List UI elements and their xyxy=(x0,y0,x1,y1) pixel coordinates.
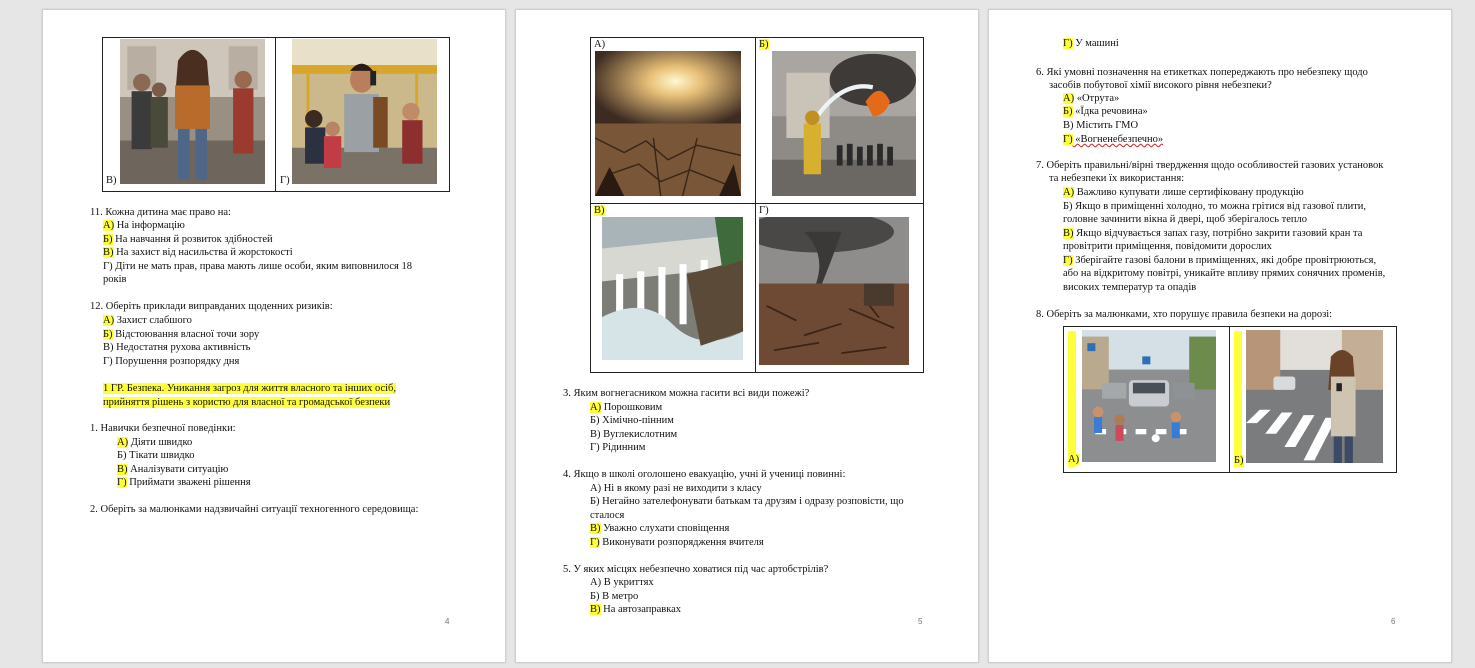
question-7-title-line1: 7. Оберіть правильні/вірні твердження щодо особливостей газових установок xyxy=(1036,160,1384,171)
page-number: 5 xyxy=(918,617,923,626)
question-7-option-g-line2: або на відкритому повітрі, уникайте впливу прямих сонячних променів, xyxy=(1063,268,1386,279)
question-7-option-b-line1: Б) Якщо в приміщенні холодно, то можна грітися від газової плити, xyxy=(1063,201,1367,212)
image-drought xyxy=(595,51,741,196)
question-11-option-a: А) На інформацію xyxy=(103,220,185,231)
question-3-option-v: В) Вуглекислотним xyxy=(590,429,678,440)
question-4-title: 4. Якщо в школі оголошено евакуацію, учні й учениці повинні: xyxy=(563,469,846,480)
image-label-b: Б) xyxy=(1234,455,1244,466)
image-label-g: Г) xyxy=(759,205,769,216)
section-heading-line2: прийняття рішень з користю для власної та громадської безпеки xyxy=(103,397,391,408)
image-fire-firefighter xyxy=(772,51,916,196)
image-label-v: В) xyxy=(594,205,605,216)
question-7-option-g-line3: високих температур та опадів xyxy=(1063,282,1197,293)
image-label-g: Г) xyxy=(280,175,290,186)
question-5-title: 5. У яких місцях небезпечно ховатися під час артобстрілів? xyxy=(563,564,829,575)
image-table xyxy=(102,37,450,192)
image-label-v: В) xyxy=(106,175,117,186)
question-6-title-line1: 6. Які умовні позначення на етикетках попереджають про небезпеку щодо xyxy=(1036,67,1368,78)
question-4-option-b-line2: сталося xyxy=(590,510,625,521)
question-11-option-g-line1: Г) Діти не мать прав, права мають лише особи, яким виповнилося 18 xyxy=(103,261,412,272)
page-number: 6 xyxy=(1391,617,1396,626)
section-heading-line1: 1 ГР. Безпека. Уникання загроз для життя власного та інших осіб, xyxy=(103,383,397,394)
image-dam-flood xyxy=(602,217,743,360)
document-page-6 xyxy=(988,9,1452,663)
question-7-option-g-line1: Г) Зберігайте газові балони в приміщеннях, які добре провітрюються, xyxy=(1063,255,1377,266)
image-kids-on-road xyxy=(1082,330,1216,462)
question-1-option-v: В) Аналізувати ситуацію xyxy=(117,464,229,475)
image-tornado xyxy=(759,217,909,365)
question-1-title: 1. Навички безпечної поведінки: xyxy=(90,423,236,434)
question-11-option-b: Б) На навчання й розвиток здібностей xyxy=(103,234,273,245)
question-4-option-a: А) Ні в якому разі не виходити з класу xyxy=(590,483,762,494)
question-7-title-line2: та небезпеки їх використання: xyxy=(1049,173,1185,184)
question-5-option-v: В) На автозаправках xyxy=(590,604,682,615)
question-5-option-b: Б) В метро xyxy=(590,591,639,602)
image-argument-street xyxy=(120,39,265,184)
question-2-title: 2. Оберіть за малюнками надзвичайні ситуації техногенного середовища: xyxy=(90,504,419,515)
question-6-option-g: Г) «Вогненебезпечно» xyxy=(1063,134,1164,145)
question-8-title: 8. Оберіть за малюнками, хто порушує правила безпеки на дорозі: xyxy=(1036,309,1333,320)
question-5-option-a: А) В укриттях xyxy=(590,577,654,588)
question-4-option-v: В) Уважно слухати сповіщення xyxy=(590,523,730,534)
question-6-option-v: В) Містить ГМО xyxy=(1063,120,1139,131)
image-bus-phone xyxy=(292,39,437,184)
image-label-b: Б) xyxy=(759,39,769,50)
page-number: 4 xyxy=(445,617,450,626)
image-label-a: А) xyxy=(1068,454,1080,465)
image-label-a: А) xyxy=(594,39,606,50)
question-11-option-g-line2: років xyxy=(103,274,127,285)
question-6-title-line2: засобів побутової хімії високого рівня небезпеки? xyxy=(1049,80,1272,91)
question-7-option-v-line1: В) Якщо відчувається запах газу, потрібно закрити газовий кран та xyxy=(1063,228,1363,239)
question-4-option-b-line1: Б) Негайно зателефонувати батькам та друзям і одразу розповісти, що xyxy=(590,496,904,507)
question-1-option-b: Б) Тікати швидко xyxy=(117,450,195,461)
question-12-option-b: Б) Відстоювання власної точи зору xyxy=(103,329,260,340)
question-7-option-a: А) Важливо купувати лише сертифіковану продукцію xyxy=(1063,187,1304,198)
document-page-4 xyxy=(42,9,506,663)
question-1-option-g: Г) Приймати зважені рішення xyxy=(117,477,251,488)
question-3-title: 3. Яким вогнегасником можна гасити всі види пожежі? xyxy=(563,388,810,399)
question-12-option-v: В) Недостатня рухова активність xyxy=(103,342,251,353)
question-1-option-a: А) Діяти швидко xyxy=(117,437,193,448)
question-12-option-g: Г) Порушення розпорядку дня xyxy=(103,356,240,367)
question-6-option-b: Б) «Їдка речовина» xyxy=(1063,106,1148,117)
question-3-option-a: А) Порошковим xyxy=(590,402,663,413)
question-7-option-b-line2: головне зачинити вікна й двері, щоб зберігалось тепло xyxy=(1063,214,1308,225)
question-11-option-v: В) На захист від насильства й жорстокості xyxy=(103,247,293,258)
image-table xyxy=(1063,326,1397,473)
question-7-option-v-line2: провітрити приміщення, повідомити дорослих xyxy=(1063,241,1272,252)
question-11-title: 11. Кожна дитина має право на: xyxy=(90,207,231,218)
question-6-option-a: А) «Отрута» xyxy=(1063,93,1120,104)
question-12-option-a: А) Захист слабшого xyxy=(103,315,192,326)
image-table xyxy=(590,37,924,373)
question-3-option-b: Б) Хімічно-пінним xyxy=(590,415,674,426)
question-12-title: 12. Оберіть приклади виправданих щоденних ризиків: xyxy=(90,301,333,312)
image-girl-phone-crossing xyxy=(1246,330,1383,463)
document-page-5 xyxy=(515,9,979,663)
question-3-option-g: Г) Рідинним xyxy=(590,442,646,453)
question-5-option-g: Г) У машині xyxy=(1063,38,1119,49)
question-4-option-g: Г) Виконувати розпорядження вчителя xyxy=(590,537,764,548)
